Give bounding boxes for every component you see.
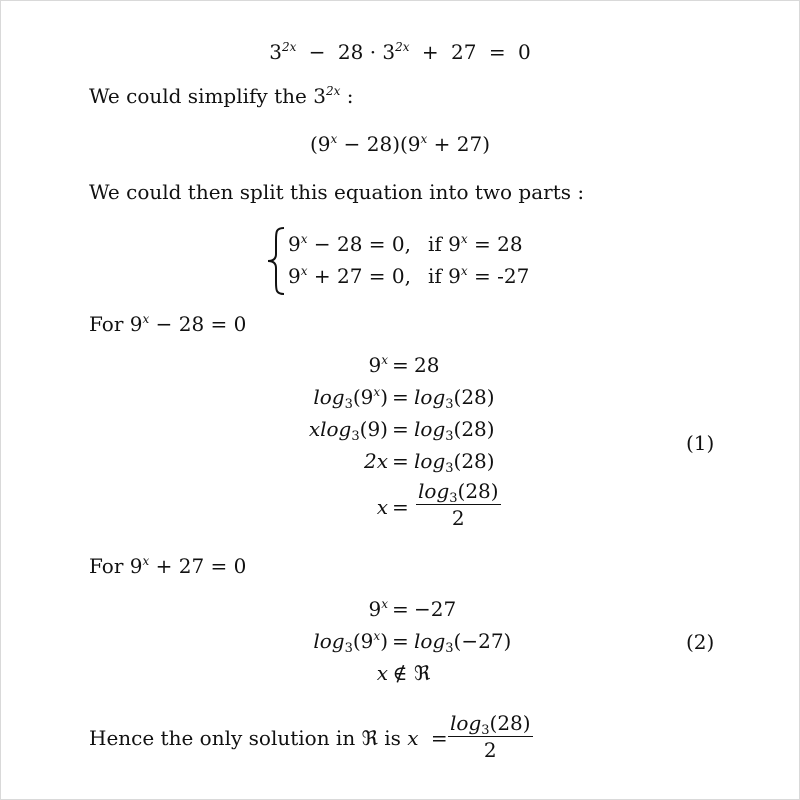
split-text: We could then split this equation into two parts : [89,180,585,204]
conclusion-den: 2 [483,738,497,762]
simplify-base: 3 [313,84,326,108]
part2-exp: x [142,554,150,568]
p1s1-equals: = [392,353,409,377]
part2-heading [89,556,246,576]
case-row-2 [288,266,411,286]
p1s5-equals: = [392,495,409,519]
p2s3-set: ℜ [414,661,431,685]
case2-cond-exp: x [460,264,468,278]
p1s2-sub: 3 [344,397,353,412]
part2-step3 [0,660,800,686]
case1-cond-exp: x [460,232,468,246]
eq-coef: 28 [337,40,364,64]
case1-cond-rest: = 28 [467,232,523,256]
p2s2-arg-exp: x [373,629,381,643]
p1s4-rhs-log: log [414,449,446,473]
case-row-1 [288,234,411,254]
eq-exponent: 2x [282,40,297,54]
part1-step3 [0,416,800,442]
case2-base: 9 [288,264,301,288]
p1s3-rhs-log: log [414,417,446,441]
factor-exp1: x [330,132,338,146]
p1s2-rhs-arg: (28) [453,385,495,409]
part1-prefix: For 9 [89,312,143,336]
p2s2-log: log [313,629,345,653]
p1s2-rhs-sub: 3 [445,397,454,412]
p2s2-equals: = [392,629,409,653]
main-equation [0,42,800,62]
simplify-label: We could simplify the [89,84,307,108]
p1s1-base: 9 [368,353,382,377]
eq-base2: 3 [382,40,396,64]
p1s4-rhs-sub: 3 [445,461,454,476]
p1s3-rhs-arg: (28) [453,417,495,441]
p1s3-sub: 3 [351,429,360,444]
conclusion-set: ℜ [361,726,378,750]
p1s3-xlog: xlog [308,417,352,441]
simplify-colon: : [346,84,354,108]
p1s2-log: log [313,385,345,409]
eq-exponent2: 2x [395,40,410,54]
conclusion-num-log: log [450,711,482,735]
p1s5-num-sub: 3 [449,491,458,506]
p1s4-equals: = [392,449,409,473]
p2s2-rhs-arg: (−27) [453,629,512,653]
eq-const: 27 [451,40,477,64]
conclusion-x: x [407,726,419,750]
simplify-exponent: 2x [325,84,341,98]
p1s5-lhs: x [376,495,388,519]
p1s2-arg-exp: x [373,385,381,399]
p1s4-lhs: 2x [363,449,388,473]
factor-rest2: + 27) [427,132,491,156]
conclusion-num-sub: 3 [481,723,490,738]
part1-exp: x [142,312,150,326]
part2-step2 [0,628,800,654]
factored-expression [0,134,800,154]
case-cond-2 [428,266,529,286]
p2s2-rhs-sub: 3 [445,641,454,656]
p1s3-equals: = [392,417,409,441]
p2s1-rhs: −27 [414,597,457,621]
case1-base: 9 [288,232,301,256]
factor-rest1: − 28)(9 [337,132,421,156]
part1-step1 [0,352,800,378]
p1s2-rhs-log: log [414,385,446,409]
eq-minus: − [308,40,326,64]
p1s5-num-log: log [418,479,450,503]
p1s4-rhs-arg: (28) [453,449,495,473]
conclusion-num-arg: (28) [489,711,531,735]
p2s2-rhs-log: log [414,629,446,653]
case2-exp: x [300,264,308,278]
conclusion-equals: = [430,726,448,750]
conclusion-is: is [384,726,401,750]
conclusion-text [89,728,454,748]
part1-step5 [0,494,800,520]
p1s2-arg-close: ) [380,385,388,409]
eq-base: 3 [269,40,282,64]
p1s1-exp: x [381,353,388,367]
part1-rest: − 28 = 0 [149,312,247,336]
case2-expr: + 27 = 0, [307,264,411,288]
part2-prefix: For 9 [89,554,143,578]
case1-cond-if: if 9 [428,232,461,256]
p2s3-x: x [376,661,388,685]
eq-zero: 0 [517,40,531,64]
factor-exp2: x [420,132,428,146]
p1s2-equals: = [392,385,409,409]
p2s1-equals: = [392,597,409,621]
p2s1-base: 9 [368,597,382,621]
p1s3-arg: (9) [359,417,388,441]
p2s2-sub: 3 [344,641,353,656]
case1-expr: − 28 = 0, [307,232,411,256]
conclusion-fraction [446,712,535,761]
p1s2-arg-open: (9 [352,385,374,409]
p1s5-den: 2 [451,506,465,530]
part1-step5-fraction [414,480,503,529]
case2-cond-rest: = -27 [467,264,530,288]
p1s3-rhs-sub: 3 [445,429,454,444]
equation-tag-1: (1) [686,431,715,455]
part1-heading [89,314,246,334]
conclusion-label: Hence the only solution in [89,726,356,750]
equation-tag-2: (2) [686,630,715,654]
eq-equals: = [488,40,506,64]
part1-step4 [0,448,800,474]
p2s2-arg-close: ) [380,629,388,653]
eq-plus: + [421,40,439,64]
p2s1-exp: x [381,597,388,611]
part2-step1 [0,596,800,622]
case2-cond-if: if 9 [428,264,461,288]
part1-step2 [0,384,800,410]
case1-exp: x [300,232,308,246]
cases-brace [264,226,286,296]
simplify-text [89,86,353,106]
p2s2-arg-open: (9 [352,629,374,653]
case-cond-1 [428,234,523,254]
p1s1-rhs: 28 [414,353,440,377]
factor-open1: (9 [309,132,331,156]
eq-dot: · [369,40,377,64]
part2-rest: + 27 = 0 [149,554,247,578]
p2s3-notin: ∉ [392,661,408,685]
p1s5-num-arg: (28) [457,479,499,503]
